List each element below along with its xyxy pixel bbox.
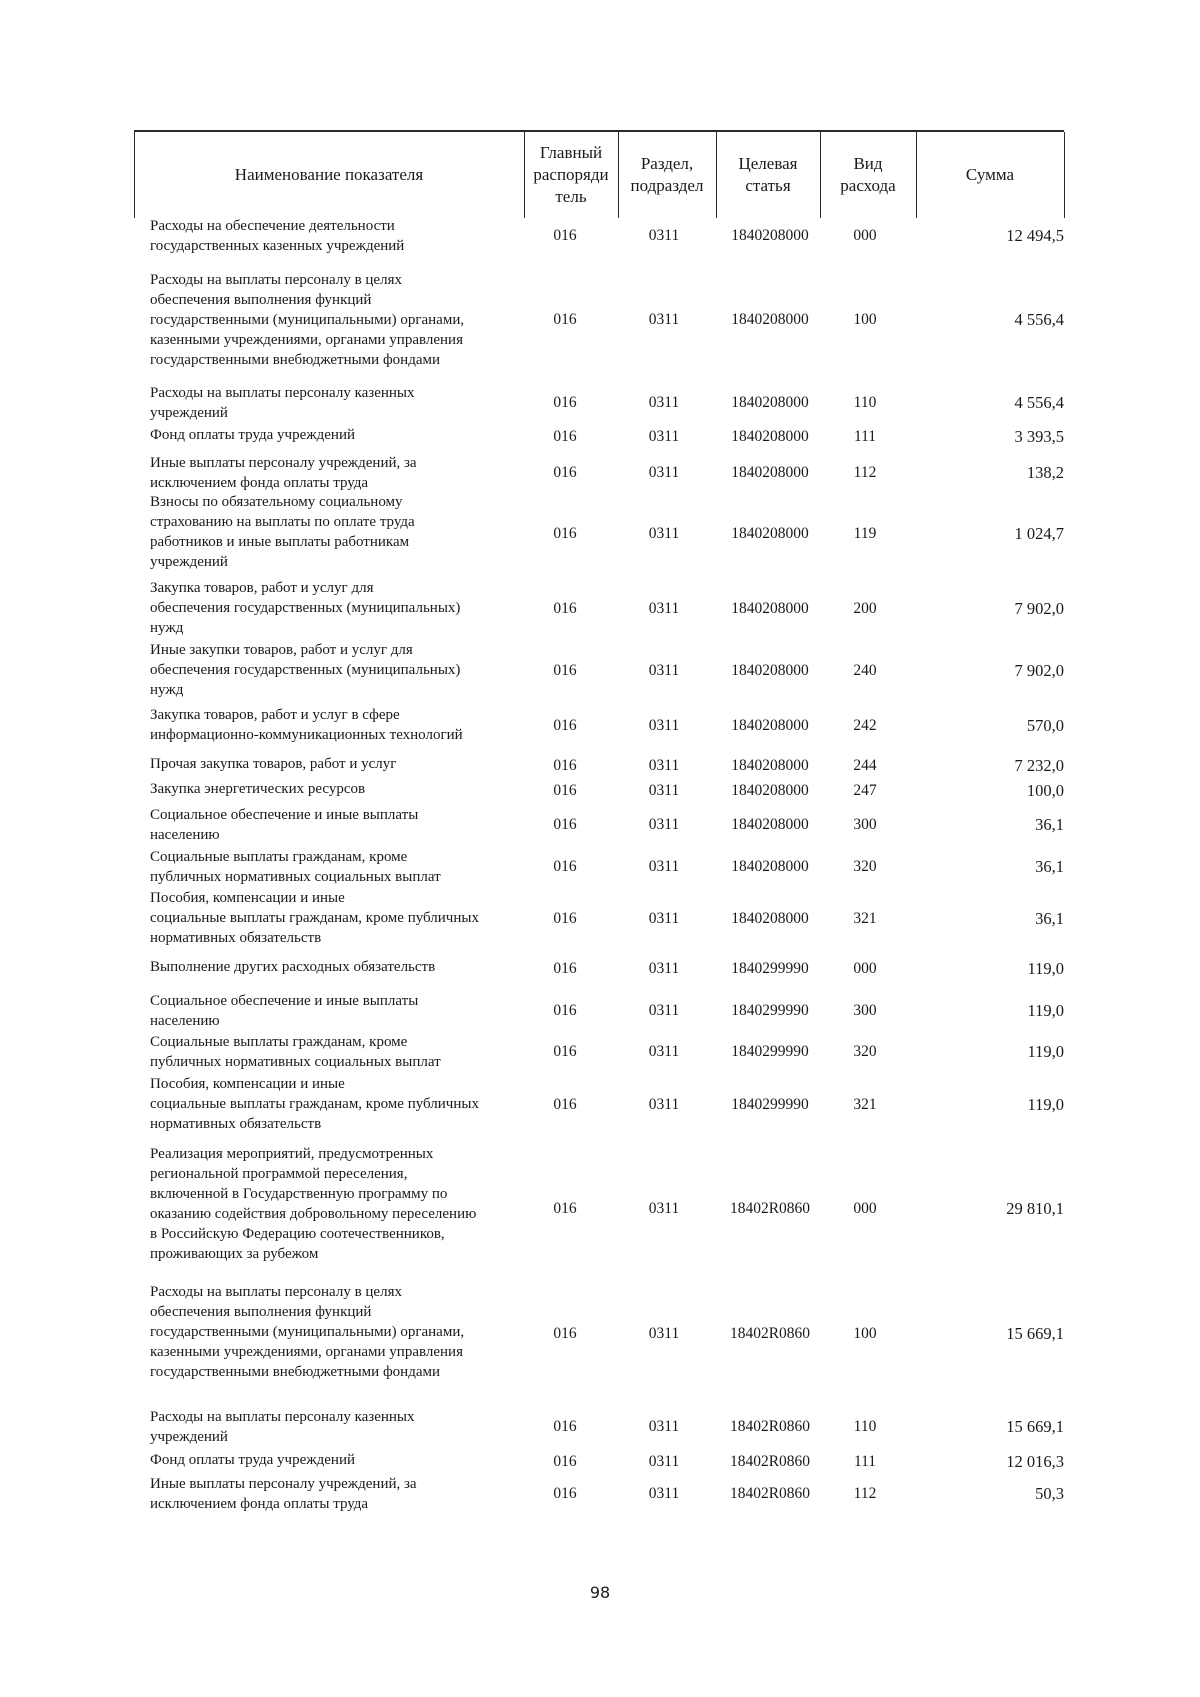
sum-value: 119,0 — [1027, 1042, 1064, 1061]
sum-value: 50,3 — [1035, 1484, 1064, 1503]
section-code: 0311 — [648, 1418, 680, 1435]
section-code: 0311 — [648, 757, 680, 774]
table-row — [0, 1474, 1200, 1514]
table-row — [0, 705, 1200, 747]
expense-type-code: 321 — [853, 1096, 877, 1113]
target-article-code: 18402R0860 — [729, 1418, 811, 1435]
target-article-code: 1840208000 — [731, 227, 809, 244]
expense-type-code: 119 — [853, 525, 877, 542]
sum-value: 138,2 — [1026, 463, 1064, 482]
indicator-name: Выполнение других расходных обязательств — [150, 959, 436, 975]
chief-administrator-code: 016 — [553, 227, 577, 244]
chief-administrator-code: 016 — [553, 1418, 577, 1435]
indicator-name: Социальное обеспечение и иные выплаты населению — [150, 807, 419, 843]
indicator-name: Расходы на выплаты персоналу казенных учреждений — [150, 1409, 415, 1445]
target-article-code: 1840208000 — [731, 311, 809, 328]
chief-administrator-code: 016 — [553, 600, 577, 617]
chief-administrator-code: 016 — [553, 782, 577, 799]
table-row — [0, 1074, 1200, 1136]
target-article-code: 18402R0860 — [729, 1200, 811, 1217]
sum-value: 119,0 — [1027, 959, 1064, 978]
target-article-code: 1840208000 — [731, 464, 809, 481]
table-row — [0, 216, 1200, 256]
sum-value: 7 902,0 — [1014, 661, 1064, 680]
section-code: 0311 — [648, 662, 680, 679]
sum-value: 570,0 — [1026, 716, 1064, 735]
chief-administrator-code: 016 — [553, 757, 577, 774]
indicator-name: Социальное обеспечение и иные выплаты населению — [150, 993, 419, 1029]
sum-value: 100,0 — [1026, 781, 1064, 800]
table-row — [0, 270, 1200, 370]
indicator-name: Прочая закупка товаров, работ и услуг — [150, 756, 397, 772]
expense-type-code: 111 — [853, 1453, 877, 1470]
target-article-code: 1840208000 — [731, 757, 809, 774]
target-article-code: 1840299990 — [731, 1096, 809, 1113]
section-code: 0311 — [648, 1043, 680, 1060]
expense-type-code: 110 — [853, 1418, 877, 1435]
sum-value: 119,0 — [1027, 1001, 1064, 1020]
header-name: Наименование показателя — [234, 165, 424, 184]
chief-administrator-code: 016 — [553, 1453, 577, 1470]
sum-value: 12 494,5 — [1006, 226, 1064, 245]
table-row — [0, 453, 1200, 493]
table-row — [0, 754, 1200, 778]
chief-administrator-code: 016 — [553, 394, 577, 411]
table-row — [0, 1282, 1200, 1386]
sum-value: 7 232,0 — [1014, 756, 1064, 775]
target-article-code: 1840208000 — [731, 717, 809, 734]
section-code: 0311 — [648, 816, 680, 833]
section-code: 0311 — [648, 394, 680, 411]
table-row — [0, 779, 1200, 803]
chief-administrator-code: 016 — [553, 1325, 577, 1342]
chief-administrator-code: 016 — [553, 525, 577, 542]
expense-type-code: 000 — [853, 1200, 877, 1217]
indicator-name: Расходы на выплаты персоналу в целях обеспечения выполнения функций государственными (муниципальными) органами, казенными учреждениями, органами управления государственными внебюджетными фондами — [150, 1284, 465, 1380]
sum-value: 4 556,4 — [1014, 310, 1064, 329]
section-code: 0311 — [648, 1485, 680, 1502]
indicator-name: Закупка товаров, работ и услуг в сфере информационно-коммуникационных технологий — [150, 707, 463, 743]
indicator-name: Пособия, компенсации и иные социальные выплаты гражданам, кроме публичных нормативных обязательств — [150, 1076, 479, 1132]
table-row — [0, 1032, 1200, 1072]
sum-value: 1 024,7 — [1014, 524, 1064, 543]
chief-administrator-code: 016 — [553, 816, 577, 833]
target-article-code: 1840208000 — [731, 428, 809, 445]
indicator-name: Фонд оплаты труда учреждений — [150, 1452, 355, 1468]
table-row — [0, 492, 1200, 576]
indicator-name: Пособия, компенсации и иные социальные выплаты гражданам, кроме публичных нормативных обязательств — [150, 890, 479, 946]
expense-type-code: 000 — [853, 960, 877, 977]
chief-administrator-code: 016 — [553, 717, 577, 734]
section-code: 0311 — [648, 464, 680, 481]
sum-value: 36,1 — [1035, 857, 1064, 876]
table-row — [0, 991, 1200, 1031]
chief-administrator-code: 016 — [553, 858, 577, 875]
target-article-code: 18402R0860 — [729, 1325, 811, 1342]
chief-administrator-code: 016 — [553, 311, 577, 328]
sum-value: 12 016,3 — [1006, 1452, 1064, 1471]
target-article-code: 1840299990 — [731, 1043, 809, 1060]
target-article-code: 1840208000 — [731, 782, 809, 799]
expense-type-code: 111 — [853, 428, 877, 445]
table-row — [0, 640, 1200, 702]
table-row — [0, 578, 1200, 640]
table-row — [0, 1450, 1200, 1474]
sum-value: 36,1 — [1035, 909, 1064, 928]
target-article-code: 1840208000 — [731, 910, 809, 927]
expense-type-code: 321 — [853, 910, 877, 927]
sum-value: 15 669,1 — [1006, 1417, 1064, 1436]
expense-type-code: 240 — [853, 662, 877, 679]
indicator-name: Социальные выплаты гражданам, кроме публичных нормативных социальных выплат — [150, 849, 441, 885]
table-row — [0, 383, 1200, 423]
expense-type-code: 112 — [853, 1485, 877, 1502]
table-header — [134, 130, 1064, 218]
expense-type-code: 100 — [853, 311, 877, 328]
section-code: 0311 — [648, 858, 680, 875]
indicator-name: Фонд оплаты труда учреждений — [150, 427, 355, 443]
expense-type-code: 242 — [853, 717, 877, 734]
section-code: 0311 — [648, 960, 680, 977]
section-code: 0311 — [648, 1325, 680, 1342]
indicator-name: Расходы на выплаты персоналу в целях обеспечения выполнения функций государственными (муниципальными) органами, казенными учреждениями, органами управления государственными внебюджетными фондами — [150, 272, 465, 368]
section-code: 0311 — [648, 1002, 680, 1019]
target-article-code: 1840208000 — [731, 662, 809, 679]
chief-administrator-code: 016 — [553, 910, 577, 927]
section-code: 0311 — [648, 311, 680, 328]
header-target-article: Целевая статья — [738, 154, 798, 195]
table-row — [0, 1144, 1200, 1274]
sum-value: 3 393,5 — [1014, 427, 1064, 446]
chief-administrator-code: 016 — [553, 1200, 577, 1217]
expense-type-code: 247 — [853, 782, 877, 799]
target-article-code: 1840299990 — [731, 1002, 809, 1019]
chief-administrator-code: 016 — [553, 1485, 577, 1502]
target-article-code: 1840208000 — [731, 858, 809, 875]
target-article-code: 18402R0860 — [729, 1453, 811, 1470]
indicator-name: Взносы по обязательному социальному страхованию на выплаты по оплате труда работников и иные выплаты работникам учреждений — [150, 494, 415, 570]
sum-value: 4 556,4 — [1014, 393, 1064, 412]
sum-value: 7 902,0 — [1014, 599, 1064, 618]
chief-administrator-code: 016 — [553, 1043, 577, 1060]
target-article-code: 18402R0860 — [729, 1485, 811, 1502]
section-code: 0311 — [648, 525, 680, 542]
header-chief-administrator: Главный распоряди тель — [533, 143, 609, 206]
table-row — [0, 805, 1200, 845]
header-section: Раздел, подраздел — [630, 154, 704, 195]
section-code: 0311 — [648, 1453, 680, 1470]
section-code: 0311 — [648, 1200, 680, 1217]
chief-administrator-code: 016 — [553, 960, 577, 977]
target-article-code: 1840208000 — [731, 394, 809, 411]
expense-type-code: 300 — [853, 1002, 877, 1019]
expense-type-code: 320 — [853, 1043, 877, 1060]
table-row — [0, 847, 1200, 887]
sum-value: 36,1 — [1035, 815, 1064, 834]
chief-administrator-code: 016 — [553, 428, 577, 445]
expense-type-code: 300 — [853, 816, 877, 833]
indicator-name: Иные выплаты персоналу учреждений, за исключением фонда оплаты труда — [150, 1476, 417, 1512]
expense-type-code: 112 — [853, 464, 877, 481]
sum-value: 29 810,1 — [1006, 1199, 1064, 1218]
expense-type-code: 100 — [853, 1325, 877, 1342]
expense-type-code: 000 — [853, 227, 877, 244]
target-article-code: 1840208000 — [731, 816, 809, 833]
target-article-code: 1840208000 — [731, 600, 809, 617]
indicator-name: Закупка энергетических ресурсов — [150, 781, 366, 797]
sum-value: 15 669,1 — [1006, 1324, 1064, 1343]
chief-administrator-code: 016 — [553, 464, 577, 481]
table-row — [0, 425, 1200, 449]
indicator-name: Иные выплаты персоналу учреждений, за исключением фонда оплаты труда — [150, 455, 417, 491]
expense-type-code: 200 — [853, 600, 877, 617]
section-code: 0311 — [648, 717, 680, 734]
table-row — [0, 888, 1200, 950]
expense-type-code: 244 — [853, 757, 877, 774]
expense-type-code: 110 — [853, 394, 877, 411]
table-row — [0, 1407, 1200, 1447]
target-article-code: 1840208000 — [731, 525, 809, 542]
chief-administrator-code: 016 — [553, 1002, 577, 1019]
section-code: 0311 — [648, 1096, 680, 1113]
section-code: 0311 — [648, 782, 680, 799]
header-sum: Сумма — [965, 165, 1015, 184]
indicator-name: Иные закупки товаров, работ и услуг для обеспечения государственных (муниципальных) нужд — [150, 642, 461, 698]
page-number: 98 — [589, 1583, 611, 1602]
chief-administrator-code: 016 — [553, 1096, 577, 1113]
section-code: 0311 — [648, 428, 680, 445]
section-code: 0311 — [648, 600, 680, 617]
indicator-name: Реализация мероприятий, предусмотренных региональной программой переселения, включенной в Государственную программу по оказанию содействия добровольному переселению в Российскую Федерацию соотечественников, проживающих за рубежом — [150, 1146, 477, 1262]
indicator-name: Закупка товаров, работ и услуг для обеспечения государственных (муниципальных) нужд — [150, 580, 461, 636]
sum-value: 119,0 — [1027, 1095, 1064, 1114]
indicator-name: Социальные выплаты гражданам, кроме публичных нормативных социальных выплат — [150, 1034, 441, 1070]
indicator-name: Расходы на выплаты персоналу казенных учреждений — [150, 385, 415, 421]
table-row — [0, 957, 1200, 981]
section-code: 0311 — [648, 910, 680, 927]
header-divider — [1064, 132, 1065, 218]
target-article-code: 1840299990 — [731, 960, 809, 977]
header-expense-type: Вид расхода — [840, 154, 896, 195]
section-code: 0311 — [648, 227, 680, 244]
expense-type-code: 320 — [853, 858, 877, 875]
chief-administrator-code: 016 — [553, 662, 577, 679]
indicator-name: Расходы на обеспечение деятельности государственных казенных учреждений — [150, 218, 405, 254]
